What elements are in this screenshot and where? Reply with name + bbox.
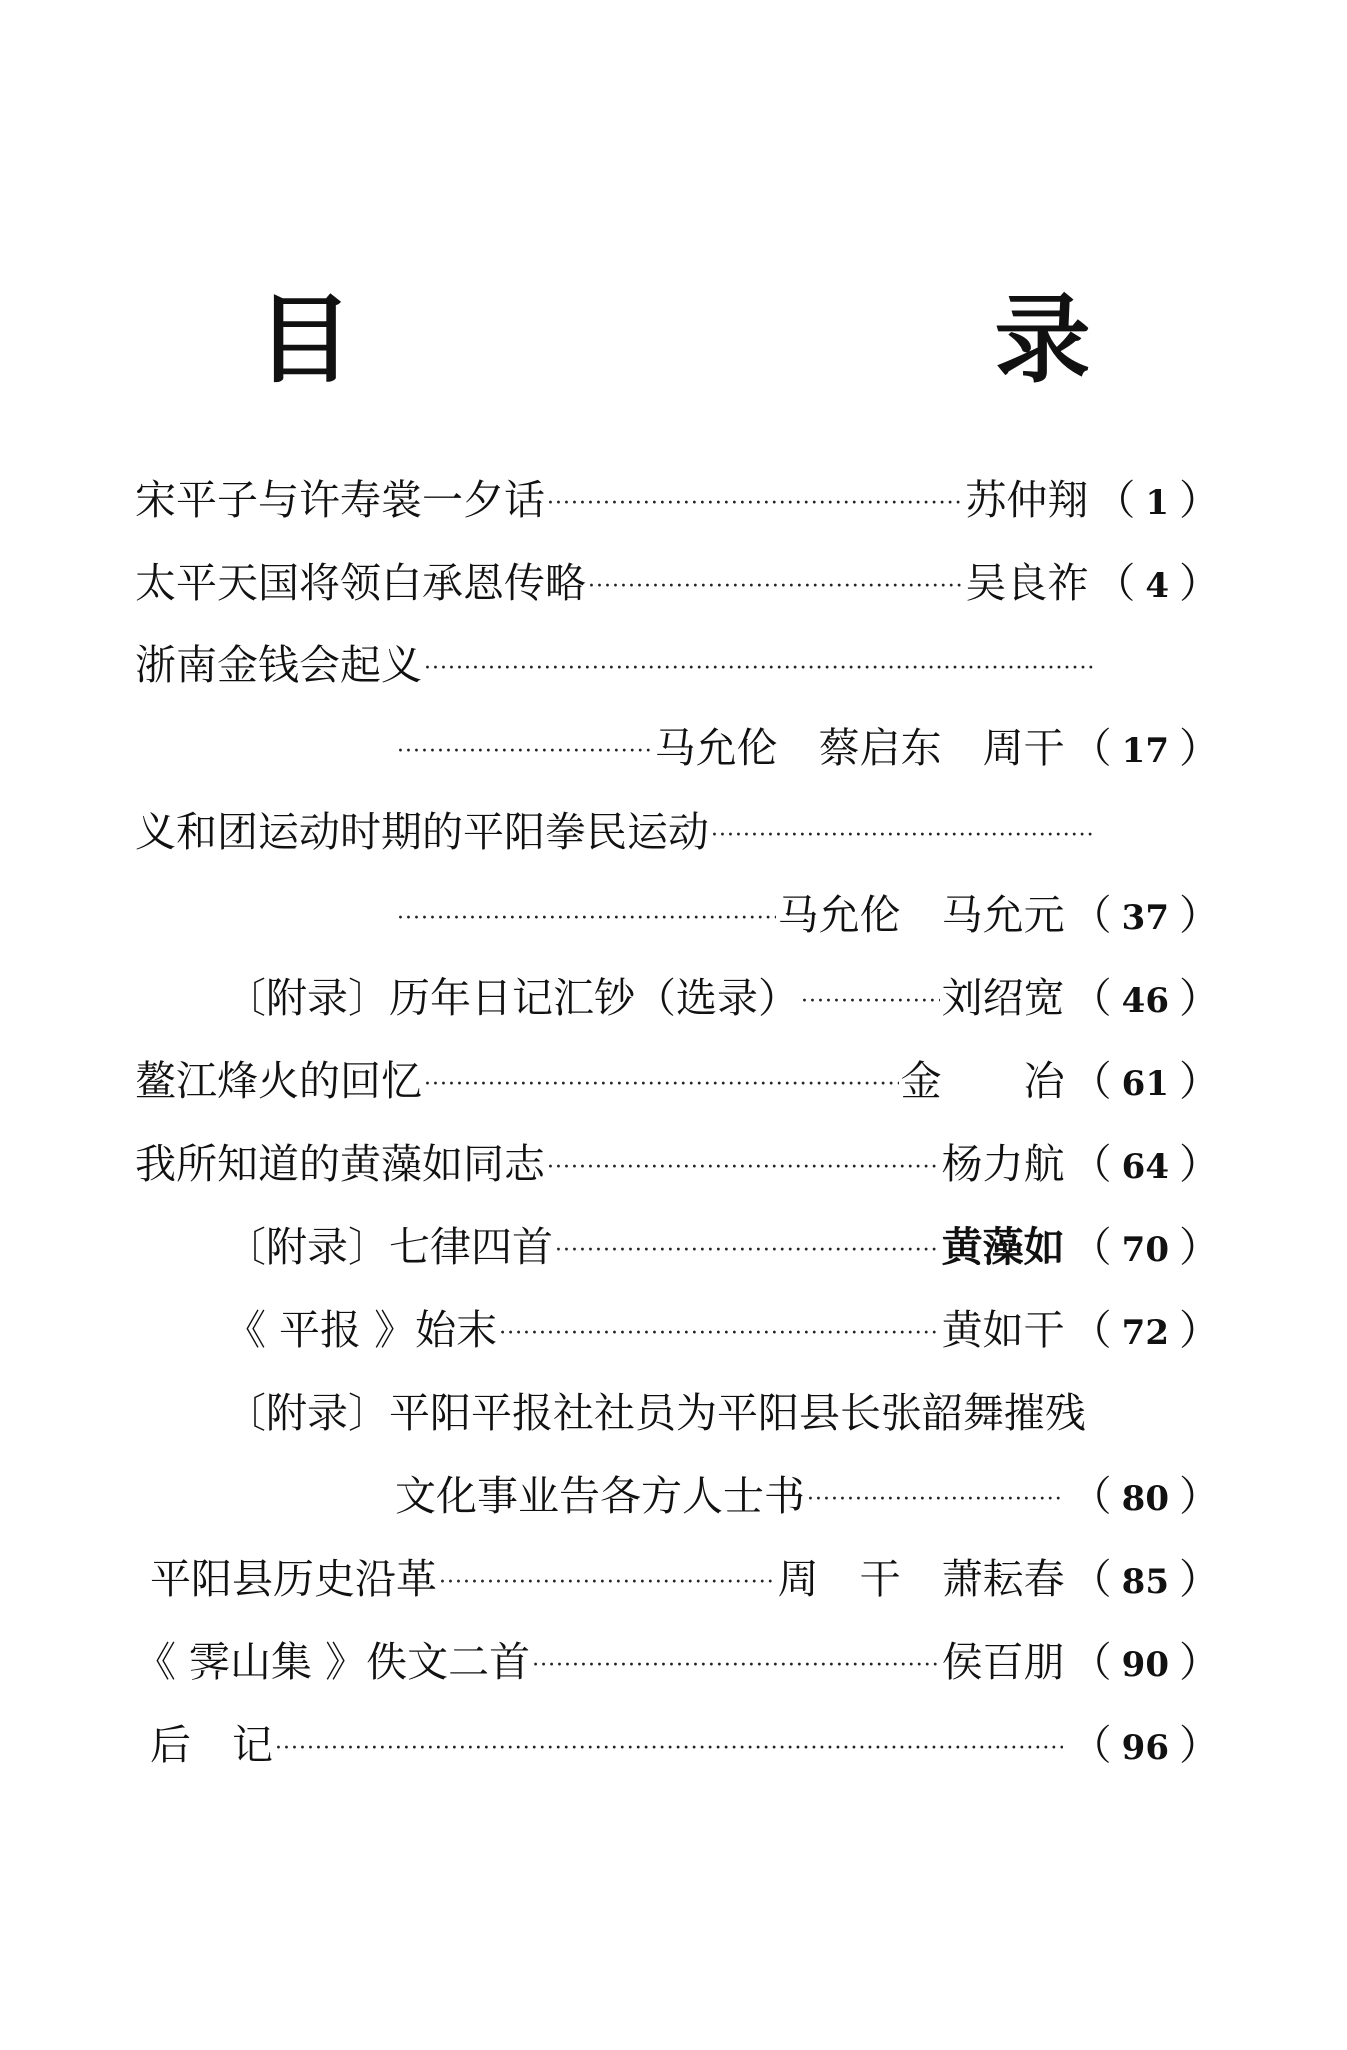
toc-entry xyxy=(225,1389,1125,1445)
page-number: 17 xyxy=(1121,731,1169,771)
dot-leader xyxy=(555,1240,940,1262)
entry-title: 《 霁山集 》佚文二首 xyxy=(135,1638,531,1686)
entry-author: 马允伦 马允元 xyxy=(777,891,1065,939)
entry-page: （ 70 ） xyxy=(1070,1223,1220,1271)
entry-title: 义和团运动时期的平阳拳民运动 xyxy=(135,808,709,856)
page-number: 4 xyxy=(1145,566,1169,606)
dot-leader xyxy=(711,825,1093,847)
dot-leader xyxy=(499,1323,940,1345)
page-number: 61 xyxy=(1121,1064,1169,1104)
toc-entry xyxy=(225,1306,1220,1362)
entry-title: 宋平子与许寿裳一夕话 xyxy=(135,476,545,524)
entry-page: （ 72 ） xyxy=(1070,1306,1220,1354)
dot-leader xyxy=(424,658,1093,680)
toc-entry xyxy=(150,1555,1220,1611)
page-number: 64 xyxy=(1121,1147,1169,1187)
page-number: 46 xyxy=(1121,981,1169,1021)
entry-title: 平阳县历史沿革 xyxy=(150,1555,437,1603)
dot-leader xyxy=(532,1655,940,1677)
dot-leader xyxy=(801,991,940,1013)
entry-page: （ 90 ） xyxy=(1070,1638,1220,1686)
entry-author: 周 干 萧耘春 xyxy=(777,1555,1065,1603)
entry-title: 太平天国将领白承恩传略 xyxy=(135,559,586,607)
entry-title: 〔附录〕七律四首 xyxy=(225,1223,553,1271)
entry-title: 〔附录〕历年日记汇钞（选录） xyxy=(225,974,799,1022)
entry-author: 苏仲翔 xyxy=(965,476,1089,524)
toc-entry xyxy=(225,974,1220,1030)
toc-entry xyxy=(135,1638,1220,1694)
dot-leader xyxy=(439,1572,776,1594)
dot-leader xyxy=(397,908,776,930)
page-number: 72 xyxy=(1121,1313,1169,1353)
dot-leader xyxy=(397,741,653,763)
page-number: 96 xyxy=(1121,1728,1169,1768)
entry-page: （ 80 ） xyxy=(1070,1472,1220,1520)
entry-page: （ 1 ） xyxy=(1094,476,1220,524)
entry-author: 刘绍宽 xyxy=(941,974,1065,1022)
dot-leader xyxy=(547,493,963,515)
toc-entry xyxy=(395,724,1220,780)
entry-author: 杨力航 xyxy=(941,1140,1065,1188)
dot-leader xyxy=(807,1489,1063,1511)
entry-title: 鳌江烽火的回忆 xyxy=(135,1057,422,1105)
entry-page: （ 61 ） xyxy=(1070,1057,1220,1105)
entry-page: （ 17 ） xyxy=(1070,724,1220,772)
entry-page: （ 37 ） xyxy=(1070,891,1220,939)
dot-leader xyxy=(588,576,963,598)
entry-page: （ 4 ） xyxy=(1094,559,1220,607)
toc-entry xyxy=(135,559,1220,615)
entry-author: 侯百朋 xyxy=(941,1638,1065,1686)
toc-entry xyxy=(135,808,1095,864)
toc-entry xyxy=(135,1057,1220,1113)
toc-entry xyxy=(225,1223,1220,1279)
page-number: 85 xyxy=(1121,1562,1169,1602)
entry-page: （ 46 ） xyxy=(1070,974,1220,1022)
dot-leader xyxy=(275,1738,1063,1760)
entry-title: 文化事业告各方人士书 xyxy=(395,1472,805,1520)
toc-entry xyxy=(395,1472,1220,1528)
entry-title: 浙南金钱会起义 xyxy=(135,641,422,689)
toc-entry xyxy=(150,1721,1220,1777)
dot-leader xyxy=(424,1074,899,1096)
dot-leader xyxy=(547,1157,940,1179)
page-number: 37 xyxy=(1121,898,1169,938)
page-number: 90 xyxy=(1121,1645,1169,1685)
page-number: 80 xyxy=(1121,1479,1169,1519)
entry-title: 《 平报 》始末 xyxy=(225,1306,498,1354)
entry-author: 金 冶 xyxy=(900,1057,1065,1105)
entry-author: 黄藻如 xyxy=(941,1223,1065,1271)
entry-author: 黄如干 xyxy=(941,1306,1065,1354)
toc-entry xyxy=(395,891,1220,947)
entry-author: 吴良祚 xyxy=(965,559,1089,607)
page-number: 70 xyxy=(1121,1230,1169,1270)
entry-title: 后 记 xyxy=(150,1721,273,1769)
toc-entry xyxy=(135,641,1095,697)
entry-author: 马允伦 蔡启东 周干 xyxy=(654,724,1065,772)
page-title: 目 录 xyxy=(256,284,1241,396)
page-number: 1 xyxy=(1145,483,1169,523)
toc-entry xyxy=(135,476,1220,532)
entry-page: （ 96 ） xyxy=(1070,1721,1220,1769)
entry-page: （ 64 ） xyxy=(1070,1140,1220,1188)
entry-title: 我所知道的黄藻如同志 xyxy=(135,1140,545,1188)
entry-page: （ 85 ） xyxy=(1070,1555,1220,1603)
toc-entry xyxy=(135,1140,1220,1196)
entry-title: 〔附录〕平阳平报社社员为平阳县长张韶舞摧残 xyxy=(225,1389,1086,1437)
